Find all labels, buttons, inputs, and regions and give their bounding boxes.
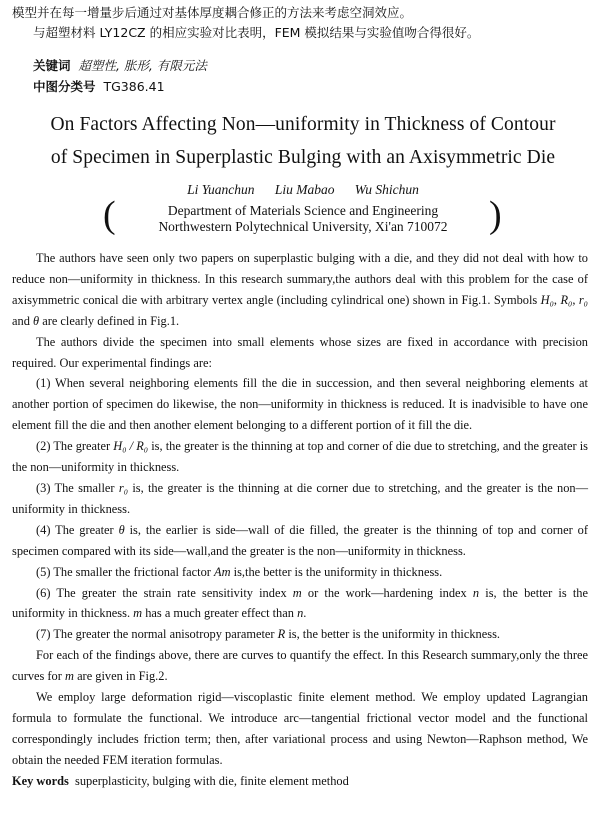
affiliation-department: Department of Materials Science and Engineering	[167, 203, 439, 218]
finding-text: is, the earlier is side—wall of die filled, the greater is the thinning of top and corner of specimen compared with its side—wall,and the greater is the non—uniformity in thickness.	[12, 522, 588, 558]
symbol: R₀	[560, 292, 573, 307]
left-parenthesis: (	[103, 194, 116, 236]
finding-1: (1) When several neighboring elements fill the die in succession, and then several neighboring elements at another portion of specimen do likewise, the non—uniformity in thickness is reduced. It is inadvisible to have one element fill the die and then another element belonging to a different portion of it fill the die.	[12, 376, 588, 433]
finding-text: (2) The greater	[36, 439, 111, 454]
classification-label: 中图分类号	[33, 79, 96, 94]
chinese-keywords-label: 关键词	[33, 58, 71, 73]
paragraph-text: The authors have seen only two papers on superplastic bulging with a die, and they did not deal with how to reduce non—uniformity in thickness. In this research summary,the authors deal with this problem for the case of axisymmetric conical die with arbitrary vertex angle (including cylindrical one) shown in Fig.1. Symbols	[12, 251, 588, 307]
finding-text: (6) The greater the strain rate sensitivity index	[36, 585, 287, 600]
finding-4	[12, 520, 588, 562]
keywords-label: Key words	[12, 773, 69, 788]
finding-6	[12, 583, 588, 625]
separator: ,	[553, 292, 558, 307]
conjunction: and	[12, 313, 30, 328]
finding-2	[12, 436, 588, 478]
body-text	[12, 248, 588, 792]
author-list	[0, 182, 606, 198]
finding-text: (3) The smaller	[36, 480, 115, 495]
symbol: n	[472, 585, 480, 600]
symbol: r₀	[578, 292, 588, 307]
finding-text: is, the better is the uniformity in thickness.	[12, 585, 588, 621]
finding-text: or the work—hardening index	[307, 585, 467, 600]
symbol: m	[65, 669, 74, 684]
paragraph-fem: We employ large deformation rigid—viscoplastic finite element method. We employ updated Lagrangian formula to formulate the functional. We introduce arc—tangential frictional vector model and the functional correspondingly includes friction term; then, after variational process and using Newton—Raphson method, We obtain the needed FEM iteration formulas.	[12, 690, 588, 767]
symbol: m	[133, 606, 143, 621]
finding-7	[12, 624, 588, 645]
finding-text: is,the better is the uniformity in thickness.	[233, 564, 443, 579]
paragraph-curves	[12, 645, 588, 687]
paper-title-line-2: of Specimen in Superplastic Bulging with an Axisymmetric Die	[50, 147, 556, 168]
finding-text: .	[303, 606, 307, 621]
finding-3	[12, 478, 588, 520]
finding-text: (4) The greater	[36, 522, 114, 537]
paragraph-text: are given in Fig.2.	[77, 669, 168, 684]
english-keywords	[12, 771, 588, 792]
symbol: R	[277, 627, 286, 642]
affiliation-university: Northwestern Polytechnical University, Xi'an 710072	[158, 219, 448, 234]
chinese-abstract-line-1: 模型并在每一增量步后通过对基体厚度耦合修正的方法来考虑空洞效应。	[12, 5, 413, 20]
symbol: θ	[118, 522, 125, 537]
author-name: Liu Mabao	[274, 182, 335, 197]
symbol: H₀ / R₀	[113, 439, 149, 454]
finding-text: has a much greater effect than	[145, 606, 294, 621]
chinese-keywords-value: 超塑性, 胀形, 有限元法	[78, 58, 207, 73]
classification-value: TG386.41	[103, 79, 165, 94]
affiliation	[118, 203, 488, 235]
symbol: n	[297, 606, 304, 621]
symbol: r₀	[118, 480, 129, 495]
author-name: Li Yuanchun	[187, 182, 255, 197]
right-parenthesis: )	[489, 194, 502, 236]
finding-text: (7) The greater the normal anisotropy parameter	[36, 627, 275, 642]
symbol: θ	[33, 313, 40, 328]
author-name: Wu Shichun	[354, 182, 419, 197]
chinese-keywords	[33, 56, 207, 74]
paragraph-text: are clearly defined in Fig.1.	[42, 313, 180, 328]
finding-5	[12, 562, 588, 583]
paragraph-method: The authors divide the specimen into small elements whose sizes are fixed in accordance with precision required. Our experimental findings are:	[12, 334, 588, 370]
paper-title-line-1: On Factors Affecting Non—uniformity in Thickness of Contour	[50, 114, 556, 135]
finding-text: is, the greater is the thinning at die corner due to stretching, and the greater is the non—uniformity in thickness.	[12, 480, 589, 516]
symbol: H₀	[540, 292, 554, 307]
finding-text: (5) The smaller the frictional factor	[36, 564, 211, 579]
chinese-abstract-line-2: 与超塑材料 LY12CZ 的相应实验对比表明，FEM 模拟结果与实验值吻合得很好。	[33, 25, 480, 40]
finding-text: is, the greater is the thinning at top and corner of die due to stretching, and the greater is the non—uniformity in thickness.	[12, 439, 588, 475]
separator: ,	[572, 292, 576, 307]
symbol: m	[292, 585, 302, 600]
keywords-value: superplasticity, bulging with die, finite element method	[75, 773, 349, 788]
symbol: Am	[214, 564, 231, 579]
classification-number	[33, 77, 165, 95]
paragraph-intro	[12, 248, 588, 332]
paragraph-text: For each of the findings above, there are curves to quantify the effect. In this Research summary,only the three curves for	[12, 648, 588, 684]
finding-text: is, the better is the uniformity in thickness.	[288, 627, 500, 642]
